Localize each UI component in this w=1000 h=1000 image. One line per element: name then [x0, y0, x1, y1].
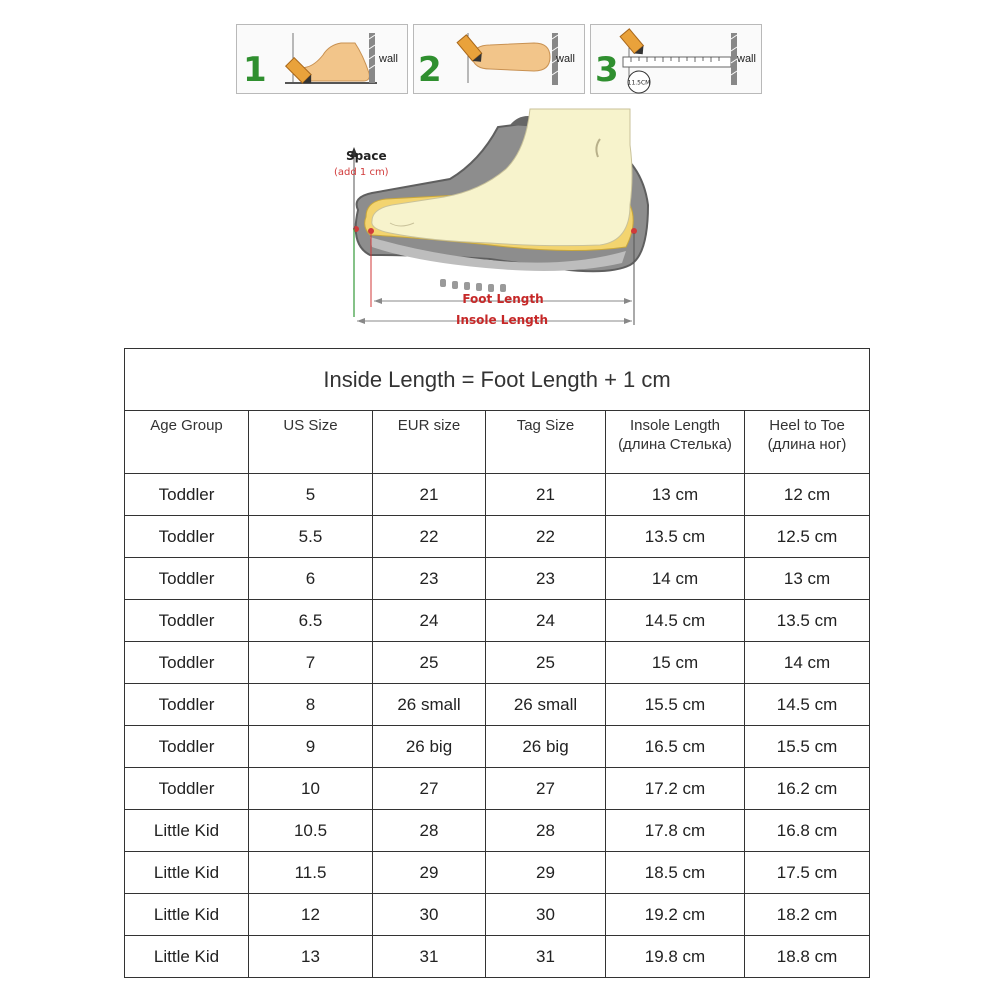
cell-tag-size: 24: [486, 600, 606, 642]
cell-heel-to-toe: 14.5 cm: [745, 684, 870, 726]
header-tag-size: Tag Size: [486, 411, 606, 474]
cell-heel-to-toe: 18.8 cm: [745, 936, 870, 978]
table-row: [125, 810, 870, 852]
cell-age-group: Little Kid: [125, 936, 249, 978]
cell-heel-to-toe: 18.2 cm: [745, 894, 870, 936]
cell-heel-to-toe: 13.5 cm: [745, 600, 870, 642]
cell-eur-size: 29: [373, 852, 486, 894]
cell-eur-size: 24: [373, 600, 486, 642]
space-note: (add 1 cm): [334, 167, 389, 178]
cell-us-size: 13: [249, 936, 373, 978]
header-us-size: US Size: [249, 411, 373, 474]
cell-tag-size: 21: [486, 474, 606, 516]
cell-age-group: Toddler: [125, 474, 249, 516]
table-row: [125, 642, 870, 684]
cell-heel-to-toe: 12 cm: [745, 474, 870, 516]
cell-us-size: 10.5: [249, 810, 373, 852]
cell-tag-size: 31: [486, 936, 606, 978]
step-number: 2: [418, 50, 442, 90]
cell-us-size: 10: [249, 768, 373, 810]
cell-tag-size: 29: [486, 852, 606, 894]
table-row: [125, 684, 870, 726]
shoe-measurement-diagram: [330, 105, 660, 330]
cell-heel-to-toe: 13 cm: [745, 558, 870, 600]
cell-age-group: Little Kid: [125, 852, 249, 894]
step-1-panel: [236, 24, 408, 94]
cell-insole-length: 17.8 cm: [606, 810, 745, 852]
cell-eur-size: 26 small: [373, 684, 486, 726]
cell-insole-length: 19.8 cm: [606, 936, 745, 978]
header-heel-to-toe: [745, 411, 870, 474]
table-title: Inside Length = Foot Length + 1 cm: [125, 349, 870, 411]
cell-us-size: 7: [249, 642, 373, 684]
cell-tag-size: 23: [486, 558, 606, 600]
size-chart-table: [124, 348, 870, 978]
cell-us-size: 5: [249, 474, 373, 516]
cell-insole-length: 15 cm: [606, 642, 745, 684]
cell-tag-size: 25: [486, 642, 606, 684]
sole-tread: [440, 279, 506, 292]
cell-us-size: 12: [249, 894, 373, 936]
ruler-measure-badge: 11.5CM: [627, 79, 651, 87]
cell-heel-to-toe: 12.5 cm: [745, 516, 870, 558]
cell-tag-size: 26 small: [486, 684, 606, 726]
table-row: [125, 516, 870, 558]
cell-age-group: Toddler: [125, 642, 249, 684]
space-label: Space: [346, 149, 387, 163]
cell-age-group: Toddler: [125, 684, 249, 726]
cell-us-size: 8: [249, 684, 373, 726]
table-header-row: [125, 411, 870, 474]
cell-eur-size: 25: [373, 642, 486, 684]
step-2-panel: [413, 24, 585, 94]
cell-tag-size: 26 big: [486, 726, 606, 768]
cell-insole-length: 14.5 cm: [606, 600, 745, 642]
cell-heel-to-toe: 14 cm: [745, 642, 870, 684]
cell-insole-length: 14 cm: [606, 558, 745, 600]
table-row: [125, 852, 870, 894]
cell-age-group: Toddler: [125, 726, 249, 768]
cell-eur-size: 23: [373, 558, 486, 600]
cell-eur-size: 27: [373, 768, 486, 810]
table-row: [125, 558, 870, 600]
table-row: [125, 894, 870, 936]
cell-heel-to-toe: 16.2 cm: [745, 768, 870, 810]
cell-us-size: 6: [249, 558, 373, 600]
table-row: [125, 600, 870, 642]
cell-eur-size: 28: [373, 810, 486, 852]
cell-eur-size: 31: [373, 936, 486, 978]
step-number: 3: [595, 50, 619, 90]
wall-label: wall: [737, 53, 756, 65]
cell-us-size: 5.5: [249, 516, 373, 558]
cell-age-group: Toddler: [125, 516, 249, 558]
cell-insole-length: 13 cm: [606, 474, 745, 516]
header-heel-to-toe-ru: (длина ног): [767, 436, 847, 453]
cell-us-size: 11.5: [249, 852, 373, 894]
cell-us-size: 6.5: [249, 600, 373, 642]
header-insole-length: [606, 411, 745, 474]
table-title-row: [125, 349, 870, 411]
wall-label: wall: [556, 53, 575, 65]
cell-insole-length: 18.5 cm: [606, 852, 745, 894]
table-row: [125, 768, 870, 810]
cell-tag-size: 22: [486, 516, 606, 558]
cell-eur-size: 22: [373, 516, 486, 558]
cell-age-group: Toddler: [125, 600, 249, 642]
wall-label: wall: [379, 53, 398, 65]
cell-insole-length: 17.2 cm: [606, 768, 745, 810]
insole-length-label: Insole Length: [455, 313, 549, 327]
header-eur-size: EUR size: [373, 411, 486, 474]
cell-insole-length: 19.2 cm: [606, 894, 745, 936]
cell-heel-to-toe: 17.5 cm: [745, 852, 870, 894]
cell-insole-length: 16.5 cm: [606, 726, 745, 768]
cell-insole-length: 13.5 cm: [606, 516, 745, 558]
header-heel-to-toe-en: Heel to Toe: [769, 417, 845, 434]
table-row: [125, 474, 870, 516]
cell-age-group: Toddler: [125, 768, 249, 810]
cell-age-group: Little Kid: [125, 894, 249, 936]
cell-age-group: Toddler: [125, 558, 249, 600]
cell-eur-size: 26 big: [373, 726, 486, 768]
table-row: [125, 936, 870, 978]
cell-us-size: 9: [249, 726, 373, 768]
step-3-panel: [590, 24, 762, 94]
cell-tag-size: 30: [486, 894, 606, 936]
cell-eur-size: 30: [373, 894, 486, 936]
header-insole-length-ru: (длина Стелька): [618, 436, 732, 453]
cell-insole-length: 15.5 cm: [606, 684, 745, 726]
cell-tag-size: 27: [486, 768, 606, 810]
table-row: [125, 726, 870, 768]
cell-tag-size: 28: [486, 810, 606, 852]
cell-eur-size: 21: [373, 474, 486, 516]
cell-age-group: Little Kid: [125, 810, 249, 852]
header-insole-length-en: Insole Length: [629, 417, 721, 434]
cell-heel-to-toe: 16.8 cm: [745, 810, 870, 852]
foot-length-label: Foot Length: [462, 292, 544, 306]
cell-heel-to-toe: 15.5 cm: [745, 726, 870, 768]
step-number: 1: [243, 50, 267, 90]
header-age-group: Age Group: [125, 411, 249, 474]
